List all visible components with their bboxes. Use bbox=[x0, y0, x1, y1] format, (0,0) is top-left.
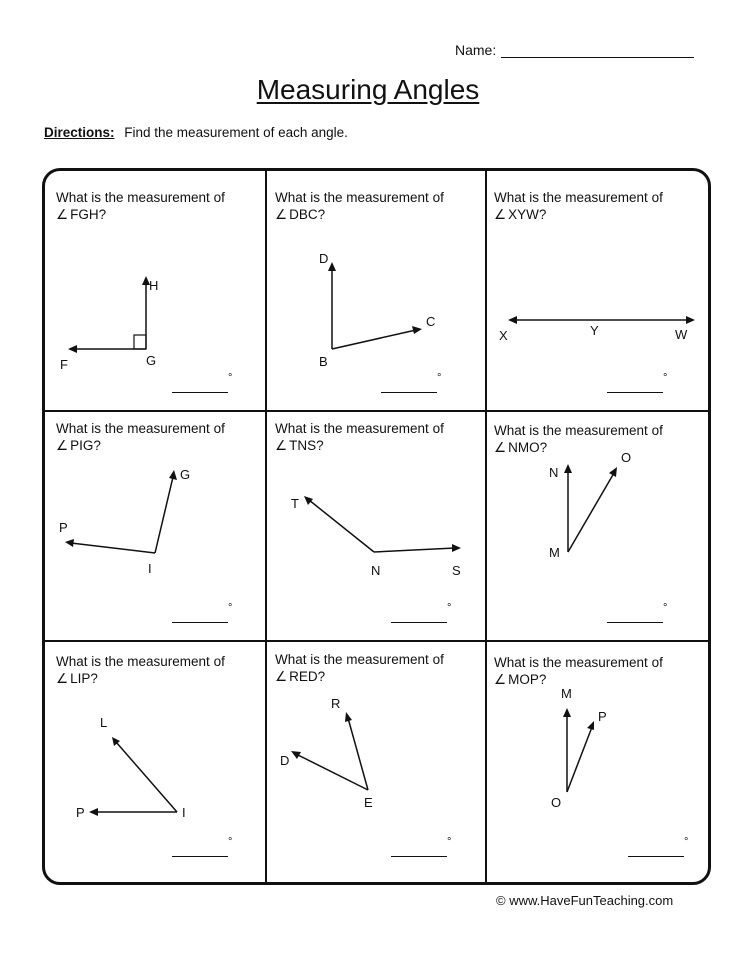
degree-symbol: ° bbox=[228, 602, 233, 614]
point-label: O bbox=[621, 450, 632, 465]
question-text: What is the measurement of ∠ DBC? bbox=[275, 190, 444, 222]
degree-symbol: ° bbox=[663, 372, 668, 384]
point-label: N bbox=[371, 563, 381, 578]
question-text: What is the measurement of ∠ NMO? bbox=[494, 423, 663, 455]
degree-symbol: ° bbox=[437, 372, 442, 384]
point-label: D bbox=[280, 753, 290, 768]
point-label: P bbox=[598, 709, 607, 724]
degree-symbol: ° bbox=[228, 372, 233, 384]
question-text: What is the measurement of ∠ MOP? bbox=[494, 655, 663, 687]
point-label: W bbox=[675, 327, 688, 342]
point-label: R bbox=[331, 696, 341, 711]
angle-symbol-icon: ∠ bbox=[56, 438, 69, 453]
point-label: S bbox=[452, 563, 461, 578]
copyright-footer: © www.HaveFunTeaching.com bbox=[496, 893, 674, 908]
angle-symbol-icon: ∠ bbox=[494, 207, 507, 222]
question-text: What is the measurement of ∠ RED? bbox=[275, 652, 444, 684]
degree-symbol: ° bbox=[228, 836, 233, 848]
point-label: P bbox=[59, 520, 68, 535]
angle-symbol-icon: ∠ bbox=[275, 207, 288, 222]
point-label: D bbox=[319, 251, 329, 266]
degree-symbol: ° bbox=[447, 836, 452, 848]
question-text: What is the measurement of ∠ LIP? bbox=[56, 654, 225, 686]
directions-text: Find the measurement of each angle. bbox=[124, 125, 348, 140]
point-label: T bbox=[291, 496, 299, 511]
point-label: P bbox=[76, 805, 85, 820]
point-label: C bbox=[426, 314, 436, 329]
degree-symbol: ° bbox=[663, 602, 668, 614]
point-label: G bbox=[146, 353, 157, 368]
angle-symbol-icon: ∠ bbox=[494, 672, 507, 687]
point-label: L bbox=[100, 715, 108, 730]
angle-symbol-icon: ∠ bbox=[56, 671, 69, 686]
point-label: F bbox=[60, 357, 68, 372]
angle-symbol-icon: ∠ bbox=[275, 438, 288, 453]
worksheet-title: Measuring Angles bbox=[256, 74, 480, 105]
point-label: B bbox=[319, 354, 328, 369]
point-label: X bbox=[499, 328, 508, 343]
question-text: What is the measurement of ∠ TNS? bbox=[275, 421, 444, 453]
point-label: M bbox=[561, 686, 572, 701]
angle-symbol-icon: ∠ bbox=[56, 207, 69, 222]
name-label: Name: bbox=[455, 42, 497, 58]
question-text: What is the measurement of ∠ FGH? bbox=[56, 190, 225, 222]
answer-line[interactable] bbox=[628, 856, 684, 857]
point-label: I bbox=[182, 805, 186, 820]
degree-symbol: ° bbox=[684, 836, 689, 848]
angle-symbol-icon: ∠ bbox=[494, 440, 507, 455]
question-text: What is the measurement of ∠ PIG? bbox=[56, 421, 225, 453]
degree-symbol: ° bbox=[447, 602, 452, 614]
point-label: Y bbox=[590, 323, 599, 338]
point-label: N bbox=[549, 465, 559, 480]
point-label: H bbox=[149, 278, 159, 293]
point-label: G bbox=[180, 467, 191, 482]
angle-symbol-icon: ∠ bbox=[275, 669, 288, 684]
question-text: What is the measurement of ∠ XYW? bbox=[494, 190, 663, 222]
point-label: O bbox=[551, 795, 562, 810]
point-label: M bbox=[549, 545, 560, 560]
point-label: I bbox=[148, 561, 152, 576]
point-label: E bbox=[364, 795, 373, 810]
directions-label: Directions: bbox=[44, 125, 115, 140]
